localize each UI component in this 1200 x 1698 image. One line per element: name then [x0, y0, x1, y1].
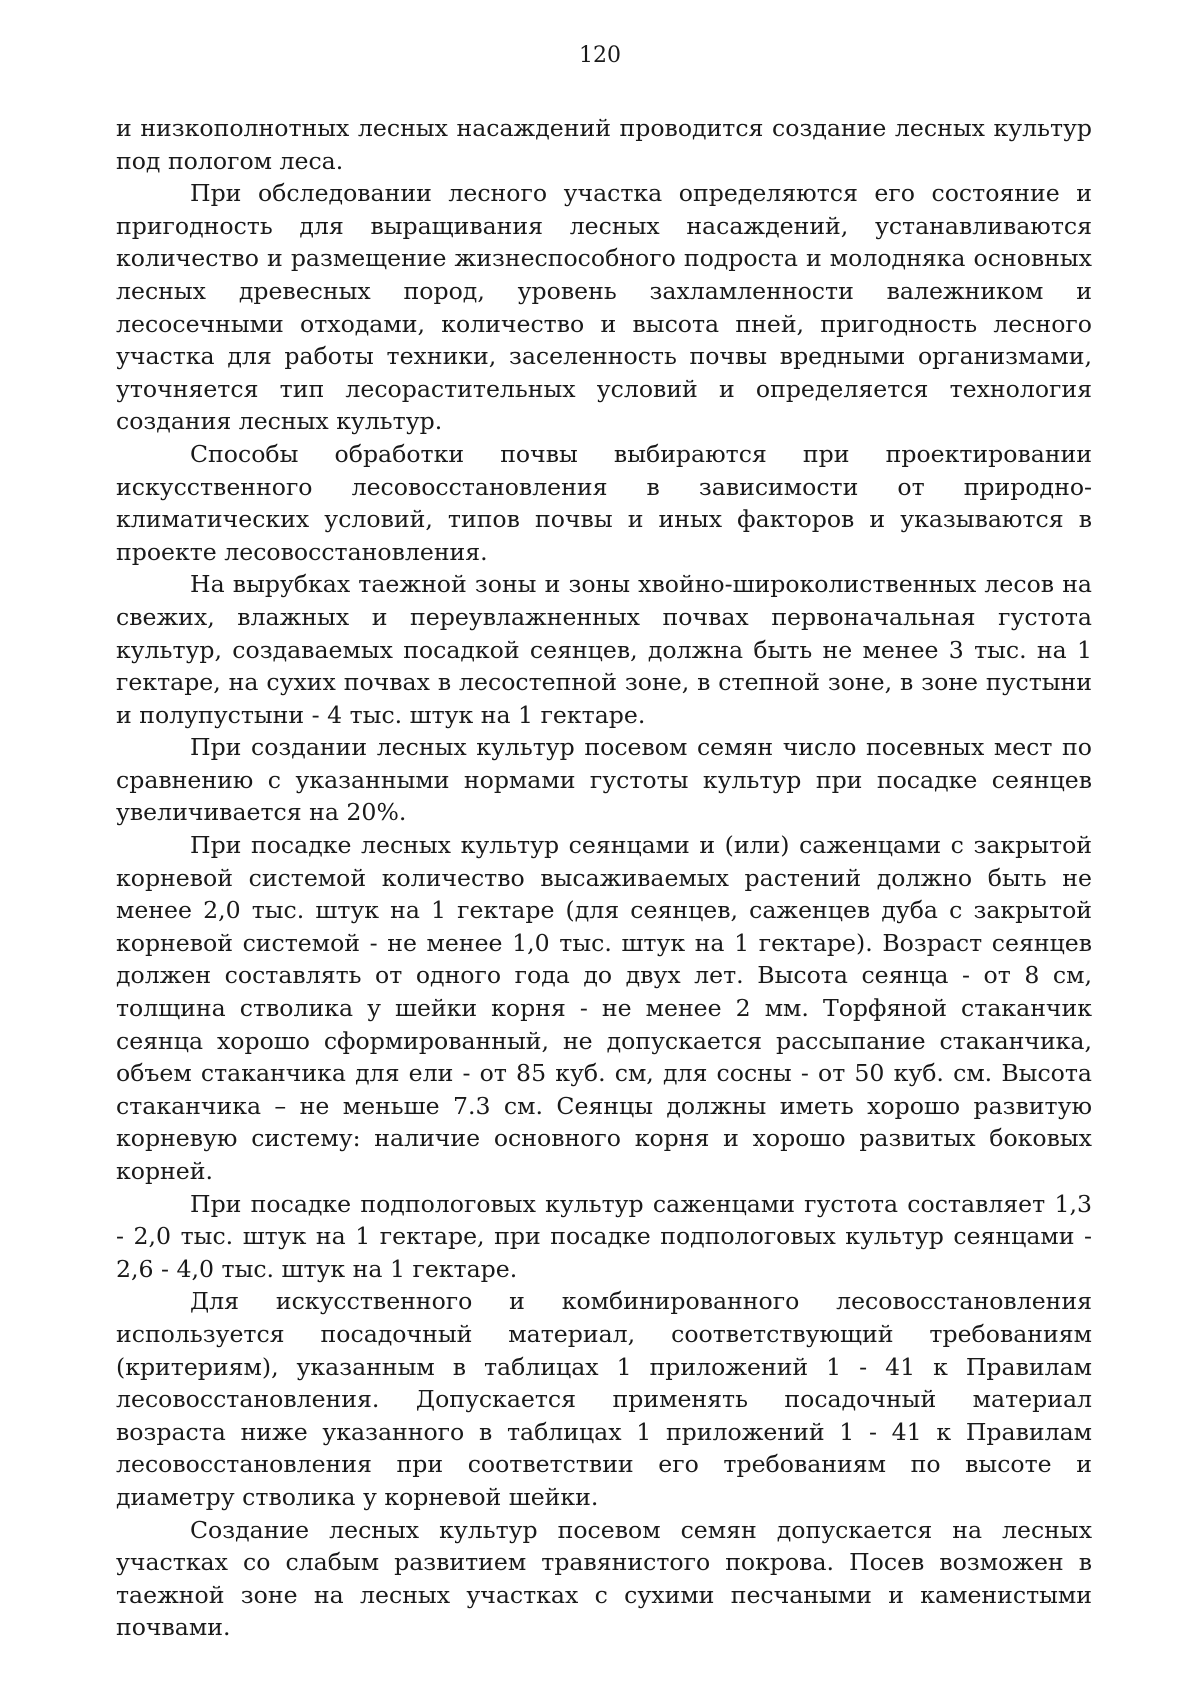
- document-body: [116, 112, 1092, 1644]
- paragraph-site-survey: При обследовании лесного участка определяются его состояние и пригодность для выращивания лесных насаждений, устанавливаются количество и размещение жизнеспособного подроста и молодняка основных лесных древесных пород, уровень захламленности валежником и лесосечными отходами, количество и высота пней, пригодность лесного участка для работы техники, заселенность почвы вредными организмами, уточняется тип лесорастительных условий и определяется технология создания лесных культур.: [116, 179, 1092, 436]
- page-number: 120: [579, 43, 621, 68]
- paragraph-soil-treatment: Способы обработки почвы выбираются при проектировании искусственного лесовосстановления в зависимости от природно-климатических условий, типов почвы и иных факторов и указываются в проекте лесовосстановления.: [116, 439, 1092, 566]
- paragraph-under-canopy-density: При посадке подпологовых культур саженцами густота составляет 1,3 - 2,0 тыс. штук на 1 гектаре, при посадке подпологовых культур сеянцами - 2,6 - 4,0 тыс. штук на 1 гектаре.: [116, 1189, 1092, 1283]
- paragraph-planting-material: Для искусственного и комбинированного лесовосстановления используется посадочный материал, соответствующий требованиям (критериям), указанным в таблицах 1 приложений 1 - 41 к Правилам лесовосстановления. Допускается применять посадочный материал возраста ниже указанного в таблицах 1 приложений 1 - 41 к Правилам лесовосстановления при соответствии его требованиям по высоте и диаметру стволика у корневой шейки.: [116, 1287, 1092, 1511]
- paragraph-seeding-increase: При создании лесных культур посевом семян число посевных мест по сравнению с указанными нормами густоты культур при посадке сеянцев увеличивается на 20%.: [116, 733, 1092, 827]
- paragraph-closed-root-seedlings: При посадке лесных культур сеянцами и (или) саженцами с закрытой корневой системой количество высаживаемых растений должно быть не менее 2,0 тыс. штук на 1 гектаре (для сеянцев, саженцев дуба с закрытой корневой системой - не менее 1,0 тыс. штук на 1 гектаре). Возраст сеянцев должен составлять от одного года до двух лет. Высота сеянца - от 8 см, толщина стволика у шейки корня - не менее 2 мм. Торфяной стаканчик сеянца хорошо сформированный, не допускается рассыпание стаканчика, объем стаканчика для ели - от 85 куб. см, для сосны - от 50 куб. см. Высота стаканчика – не меньше 7.3 см. Сеянцы должны иметь хорошо развитую корневую систему: наличие основного корня и хорошо развитых боковых корней.: [116, 831, 1092, 1185]
- paragraph-planting-density: На вырубках таежной зоны и зоны хвойно-широколиственных лесов на свежих, влажных и переувлажненных почвах первоначальная густота культур, создаваемых посадкой сеянцев, должна быть не менее 3 тыс. на 1 гектаре, на сухих почвах в лесостепной зоне, в степной зоне, в зоне пустыни и полупустыни - 4 тыс. штук на 1 гектаре.: [116, 570, 1092, 729]
- paragraph-seed-sowing: Создание лесных культур посевом семян допускается на лесных участках со слабым развитием травянистого покрова. Посев возможен в таежной зоне на лесных участках с сухими песчаными и каменистыми почвами.: [116, 1515, 1092, 1642]
- paragraph-continuation: и низкополнотных лесных насаждений проводится создание лесных культур под пологом леса.: [116, 114, 1092, 175]
